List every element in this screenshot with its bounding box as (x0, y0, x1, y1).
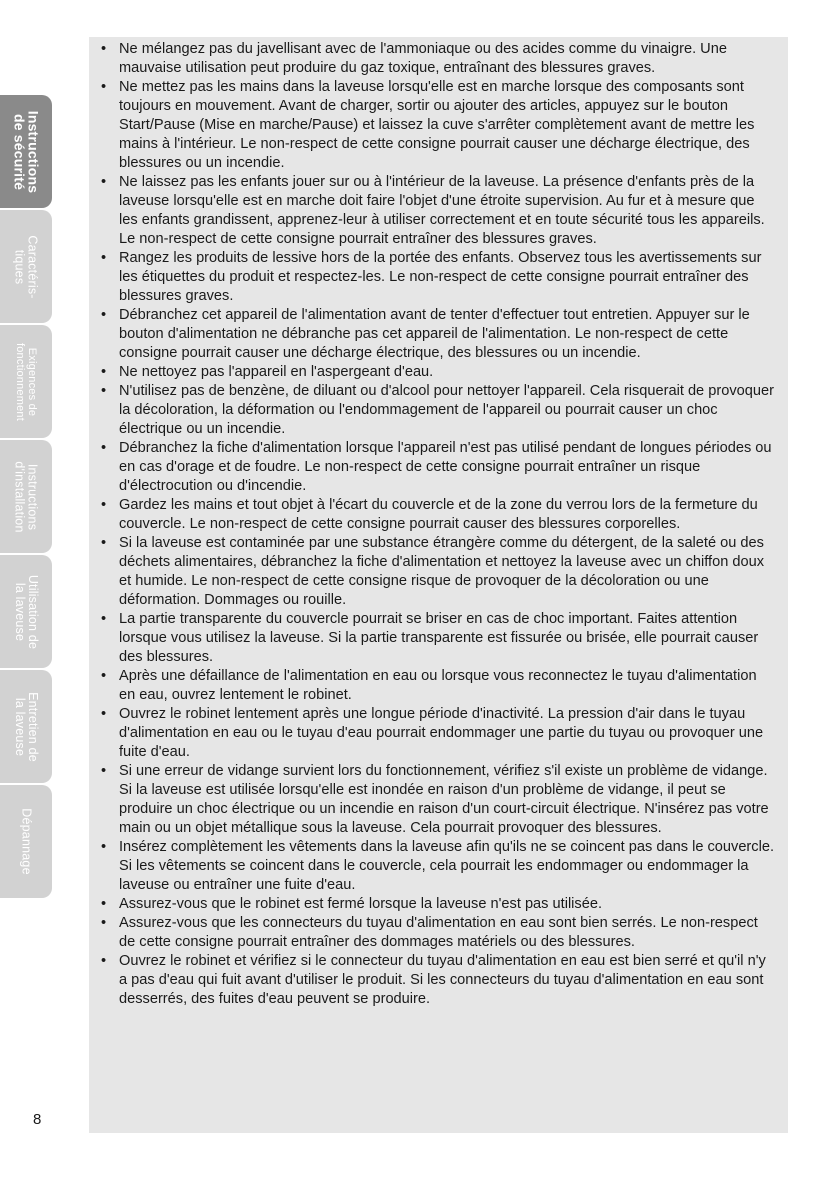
section-tabs (0, 95, 52, 900)
list-item: • Si la laveuse est contaminée par une substance étrangère comme du détergent, de la saleté ou des déchets alimentaires, débranchez la fiche d'alimentation et nettoyez la laveuse avec un chiffon doux et humide. Le non-respect de cette consigne risque de provoquer de la décoloration ou une déformation. Dommages ou rouille. (100, 534, 774, 610)
tab-label: Instructions de sécurité (11, 110, 41, 193)
tab-depannage[interactable] (0, 785, 52, 898)
list-item: • Ne mettez pas les mains dans la laveuse lorsqu'elle est en marche lorsque des composants sont toujours en mouvement. Avant de charger, sortir ou ajouter des articles, appuyez sur le bouton Start/Pause (Mise en marche/Pause) et laissez la cuve s'arrêter complètement avant de mettre les mains à l'intérieur. Le non-respect de cette consigne pourrait causer une décharge électrique, des blessures ou un incendie. (100, 78, 774, 173)
list-item: • Rangez les produits de lessive hors de la portée des enfants. Observez tous les avertissements sur les étiquettes du produit et respectez-les. Le non-respect de cette consigne pourrait entraîner des blessures graves. (100, 249, 774, 306)
list-item: • La partie transparente du couvercle pourrait se briser en cas de choc important. Faites attention lorsque vous utilisez la laveuse. Si la partie transparente est fissurée ou brisée, elle pourrait causer des blessures. (100, 610, 774, 667)
tab-utilisation-de-la-laveuse[interactable] (0, 555, 52, 668)
tab-entretien-de-la-laveuse[interactable] (0, 670, 52, 783)
list-item: • Ne laissez pas les enfants jouer sur ou à l'intérieur de la laveuse. La présence d'enfants près de la laveuse lorsqu'elle est en marche doit faire l'objet d'une étroite supervision. Au fur et à mesure que les enfants grandissent, apprenez-leur à utiliser correctement et en toute sécurité tous les appareils. Le non-respect de cette consigne pourrait entraîner des blessures graves. (100, 173, 774, 249)
tab-label: Caractéris- tiques (13, 234, 41, 299)
list-item: • Assurez-vous que les connecteurs du tuyau d'alimentation en eau sont bien serrés. Le non-respect de cette consigne pourrait entraîner des dommages matériels ou des blessures. (100, 914, 774, 952)
list-item: • Après une défaillance de l'alimentation en eau ou lorsque vous reconnectez le tuyau d'alimentation en eau, ouvrez lentement le robinet. (100, 667, 774, 705)
list-item: • Ne nettoyez pas l'appareil en l'aspergeant d'eau. (100, 363, 774, 382)
list-item: • Débranchez cet appareil de l'alimentation avant de tenter d'effectuer tout entretien. Appuyer sur le bouton d'alimentation ne débranche pas cet appareil de l'alimentation. Le non-respect de cette consigne pourrait causer une décharge électrique, des blessures ou un incendie. (100, 306, 774, 363)
safety-instructions-list (100, 40, 774, 1009)
tab-caracteristiques[interactable] (0, 210, 52, 323)
list-item: • Ouvrez le robinet et vérifiez si le connecteur du tuyau d'alimentation en eau est bien serré et qu'il n'y a pas d'eau qui fuit avant d'utiliser le produit. Si les connecteurs du tuyau d'alimentation en eau sont desserrés, des fuites d'eau peuvent se produire. (100, 952, 774, 1009)
tab-instructions-installation[interactable] (0, 440, 52, 553)
list-item: • Débranchez la fiche d'alimentation lorsque l'appareil n'est pas utilisé pendant de longues périodes ou en cas d'orage et de foudre. Le non-respect de cette consigne pourrait entraîner un risque d'électrocution ou d'incendie. (100, 439, 774, 496)
tab-label: Exigences de fonctionnement (14, 342, 38, 421)
tab-label: Instructions d'installation (13, 460, 41, 533)
list-item: • Ne mélangez pas du javellisant avec de l'ammoniaque ou des acides comme du vinaigre. Une mauvaise utilisation peut produire du gaz toxique, entraînant des blessures graves. (100, 40, 774, 78)
list-item: • Gardez les mains et tout objet à l'écart du couvercle et de la zone du verrou lors de la fermeture du couvercle. Le non-respect de cette consigne pourrait causer des blessures corporelles. (100, 496, 774, 534)
list-item: • Si une erreur de vidange survient lors du fonctionnement, vérifiez s'il existe un problème de vidange. Si la laveuse est utilisée lorsqu'elle est inondée en raison d'un problème de vidange, il peut se produire un choc électrique ou un incendie en raison d'un court-circuit électrique. N'insérez pas votre main ou un objet métallique sous la laveuse. Cela pourrait provoquer des blessures. (100, 762, 774, 838)
tab-label: Entretien de la laveuse (13, 691, 40, 762)
tab-instructions-de-securite[interactable] (0, 95, 52, 208)
list-item: • Ouvrez le robinet lentement après une longue période d'inactivité. La pression d'air dans le tuyau d'alimentation en eau ou le tuyau d'eau pourrait endommager une partie du tuyau ou provoquer une fuite d'eau. (100, 705, 774, 762)
tab-exigences-de-fonctionnement[interactable] (0, 325, 52, 438)
list-item: • N'utilisez pas de benzène, de diluant ou d'alcool pour nettoyer l'appareil. Cela risquerait de provoquer la décoloration, la déformation ou l'endommagement de l'appareil ou pourrait causer un choc électrique ou un incendie. (100, 382, 774, 439)
tab-label: Dépannage (19, 808, 34, 875)
tab-label: Utilisation de la laveuse (13, 574, 40, 649)
list-item: • Insérez complètement les vêtements dans la laveuse afin qu'ils ne se coincent pas dans le couvercle. Si les vêtements se coincent dans le couvercle, cela pourrait les endommager ou endommager la laveuse ou entraîner une fuite d'eau. (100, 838, 774, 895)
safety-instructions-panel (89, 37, 788, 1133)
page-number: 8 (33, 1111, 42, 1128)
list-item: • Assurez-vous que le robinet est fermé lorsque la laveuse n'est pas utilisée. (100, 895, 774, 914)
